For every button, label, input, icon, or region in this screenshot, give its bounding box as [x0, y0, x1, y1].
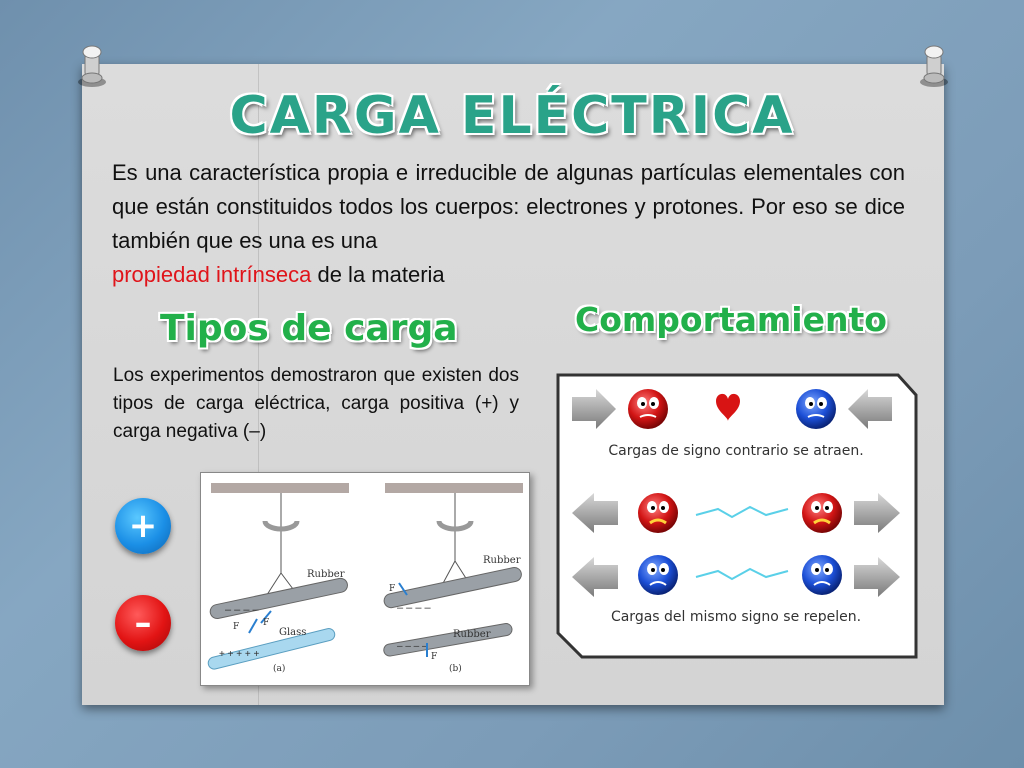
red-charge-face-icon — [802, 493, 842, 533]
tipos-paragraph: Los experimentos demostraron que existen dos tipos de carga eléctrica, carga positiva (+) y carga negativa (–) — [113, 365, 519, 442]
force-arrow-a1 — [249, 619, 257, 633]
red-charge-face-icon — [628, 389, 668, 429]
caption-a: (a) — [273, 664, 286, 674]
negative-charge-button[interactable]: – — [115, 595, 171, 651]
push-pin-icon — [72, 44, 112, 88]
charge-behaviour-figure — [552, 371, 920, 661]
label-glass: Glass — [279, 627, 307, 638]
blue-charge-face-icon — [796, 389, 836, 429]
caption-b: (b) — [449, 664, 462, 674]
label-force-b1: F — [389, 584, 396, 594]
ceiling-bar-a — [211, 483, 349, 493]
blue-charge-face-icon — [802, 555, 842, 595]
label-rubber-a: Rubber — [307, 569, 345, 580]
slide-title: CARGA ELÉCTRICA — [229, 86, 795, 146]
comportamiento-heading: Comportamiento — [575, 300, 887, 339]
tipos-heading: Tipos de carga — [160, 308, 458, 349]
label-rubber-b2: Rubber — [453, 629, 491, 640]
rods-experiment-figure — [200, 472, 530, 686]
label-rubber-b1: Rubber — [483, 555, 521, 566]
push-pin-icon — [914, 44, 954, 88]
repel-caption: Cargas del mismo signo se repelen. — [610, 609, 862, 625]
svg-text:– – – –: – – – – — [397, 641, 428, 652]
label-force-a1: F — [233, 622, 240, 632]
intro-text: Es una característica propia e irreducible de algunas partículas elementales con que están constituidos todos los cuerpos: electrones y protones. Por eso se dice también que es una es una — [112, 160, 905, 253]
ceiling-bar-b — [385, 483, 523, 493]
attract-caption: Cargas de signo contrario se atraen. — [608, 443, 864, 459]
positive-charge-button[interactable]: + — [115, 498, 171, 554]
intro-highlight: propiedad intrínseca — [112, 262, 312, 287]
intro-paragraph — [112, 156, 905, 292]
label-force-b2: F — [431, 652, 438, 662]
blue-charge-face-icon — [638, 555, 678, 595]
red-charge-face-icon — [638, 493, 678, 533]
svg-text:– – – –: – – – – — [225, 604, 259, 616]
intro-tail: de la materia — [311, 262, 445, 287]
svg-text:– – – –: – – – – — [397, 602, 431, 614]
svg-text:+ + + + +: + + + + + — [219, 649, 260, 660]
label-force-a2: F — [263, 618, 270, 628]
